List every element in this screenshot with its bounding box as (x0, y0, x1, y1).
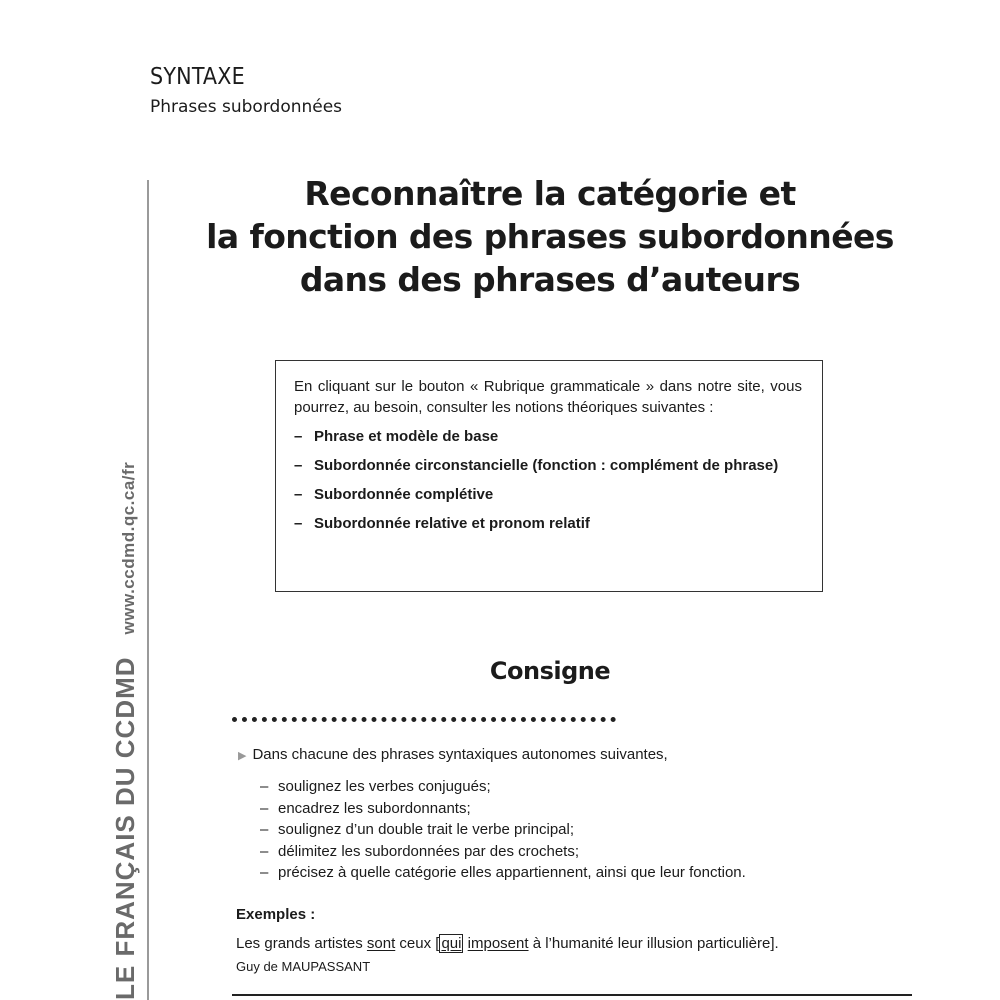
sidebar-url: www.ccdmd.qc.ca/fr (119, 461, 138, 635)
consigne-step: – précisez à quelle catégorie elles appartiennent, ainsi que leur fonction. (260, 862, 746, 884)
consigne-step: – encadrez les subordonnants; (260, 798, 746, 820)
conjugated-verb: imposent (467, 935, 529, 952)
margin-rule (147, 180, 149, 1000)
sidebar-vertical-text (110, 462, 141, 1000)
theory-note-item: – Phrase et modèle de base (294, 426, 802, 447)
section-subtitle: Phrases subordonnées (150, 97, 343, 117)
example-text: à l’humanité leur illusion particulière]. (528, 935, 779, 952)
example-sentence (236, 935, 779, 952)
bottom-divider (232, 994, 912, 996)
example-text: ceux [ (395, 935, 440, 952)
sidebar-brand: LE FRANÇAIS DU CCDMD (110, 656, 140, 1000)
conjugated-verb: sont (366, 935, 396, 952)
example-author: Guy de MAUPASSANT (236, 959, 371, 974)
page-title (200, 172, 900, 301)
consigne-heading: Consigne (489, 657, 611, 685)
triangle-bullet-icon: ▶ (238, 750, 247, 762)
consigne-step: – délimitez les subordonnées par des crochets; (260, 841, 746, 863)
theory-notes-intro: En cliquant sur le bouton « Rubrique grammaticale » dans notre site, vous pourrez, au besoin, consulter les notions théoriques suivantes : (294, 378, 802, 416)
consigne-step: – soulignez d’un double trait le verbe principal; (260, 819, 746, 841)
theory-notes-box (275, 360, 823, 592)
theory-notes-list (294, 426, 802, 534)
page-title-line-2: la fonction des phrases subordonnées (206, 217, 894, 256)
consigne-steps (260, 776, 746, 884)
consigne-instruction (238, 746, 668, 763)
dotted-divider (232, 717, 616, 722)
theory-note-item: – Subordonnée circonstancielle (fonction : complément de phrase) (294, 455, 802, 476)
theory-note-item: – Subordonnée complétive (294, 484, 802, 505)
page-title-line-1: Reconnaître la catégorie et (304, 174, 796, 213)
consigne-step: – soulignez les verbes conjugués; (260, 776, 746, 798)
section-title: SYNTAXE (150, 64, 245, 90)
examples-heading: Exemples : (236, 906, 316, 923)
theory-note-item: – Subordonnée relative et pronom relatif (294, 513, 802, 534)
consigne-instruction-text: Dans chacune des phrases syntaxiques autonomes suivantes, (252, 746, 668, 763)
subordinator-box: qui (441, 935, 462, 952)
page-title-line-3: dans des phrases d’auteurs (299, 260, 801, 299)
example-text: Les grands artistes (236, 935, 367, 952)
